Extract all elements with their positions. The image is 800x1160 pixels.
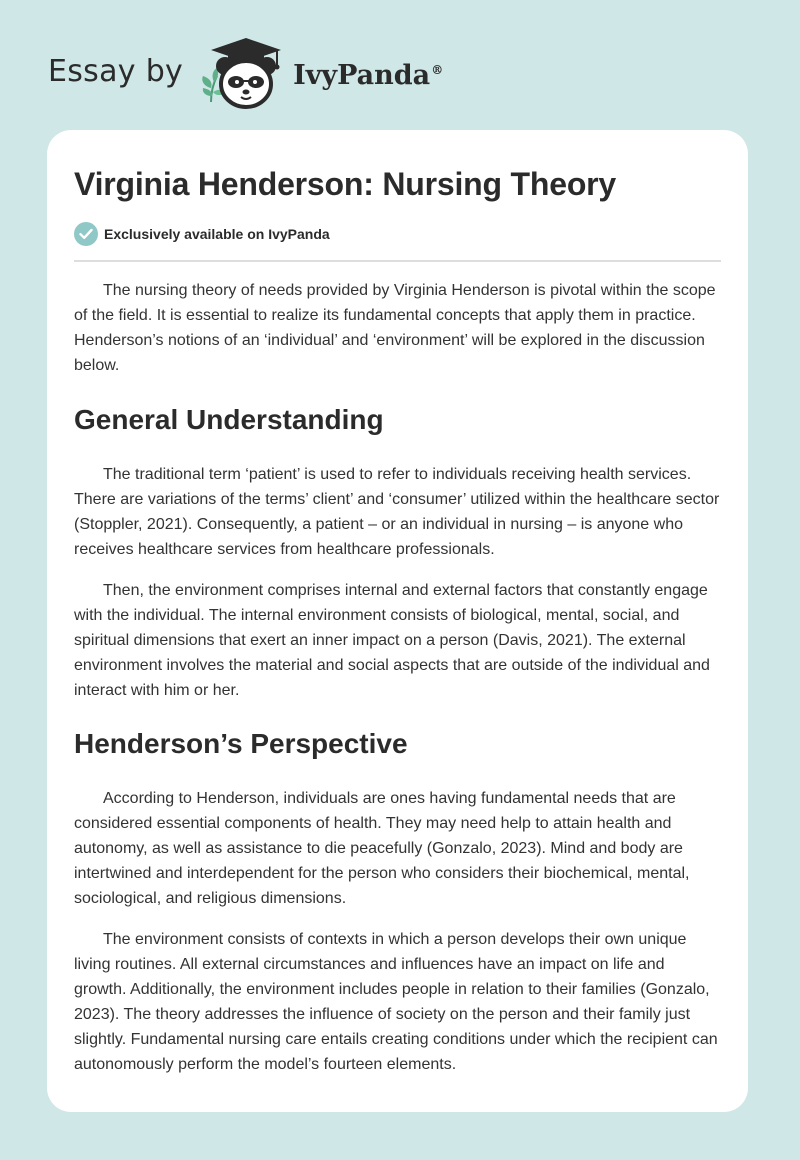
section-heading-general-understanding: General Understanding [74,404,384,435]
section-paragraph: The traditional term ‘patient’ is used to refer to individuals receiving health services. There are variations of the terms’ client’ and ‘consumer’ utilized within the healthcare sector (Stoppler, 2021). Consequently, a patient – or an individual in nursing – is anyone who receives healthcare services from healthcare professionals. [74,466,720,558]
section-heading-hendersons-perspective: Henderson’s Perspective [74,728,408,759]
title-divider [74,260,721,262]
article-title: Virginia Henderson: Nursing Theory [74,166,617,202]
section-paragraph: The environment consists of contexts in which a person develops their own unique living routines. All external circumstances and influences have an impact on life and growth. Additionally, the environment includes people in relation to their families (Gonzalo, 2023). The theory addresses the influence of society on the person and their family just slightly. Fundamental nursing care entails creating conditions under which the recipient can autonomously perform the model’s fourteen elements. [74,931,718,1073]
brand-name [293,60,443,91]
section-paragraph: According to Henderson, individuals are ones having fundamental needs that are considered essential components of health. They may need help to attain health and autonomy, as well as assistance to die peacefully (Gonzalo, 2023). Mind and body are intertwined and interdependent for the person who considers their biochemical, mental, sociological, and religious dimensions. [74,790,690,907]
registered-mark: ® [431,62,444,77]
exclusive-badge [74,222,721,246]
exclusive-badge-label: Exclusively available on IvyPanda [104,226,330,242]
intro-paragraph: The nursing theory of needs provided by Virginia Henderson is pivotal within the scope of the field. It is essential to realize its fundamental concepts that apply them in practice. Henderson’s notions of an ‘individual’ and ‘environment’ will be explored in the discussion below. [74,282,716,374]
check-circle-icon [74,222,98,246]
panda-logo-icon [197,36,291,112]
section-paragraph: Then, the environment comprises internal and external factors that constantly engage with the individual. The internal environment consists of biological, mental, social, and spiritual dimensions that exert an inner impact on a person (Davis, 2021). The external environment involves the material and social aspects that are outside of the individual and interact with him or her. [74,582,710,699]
brand-header[interactable] [48,34,443,114]
brand-name-text: IvyPanda [293,59,431,91]
article-card [47,130,748,1112]
brand-prefix: Essay by [48,53,184,89]
